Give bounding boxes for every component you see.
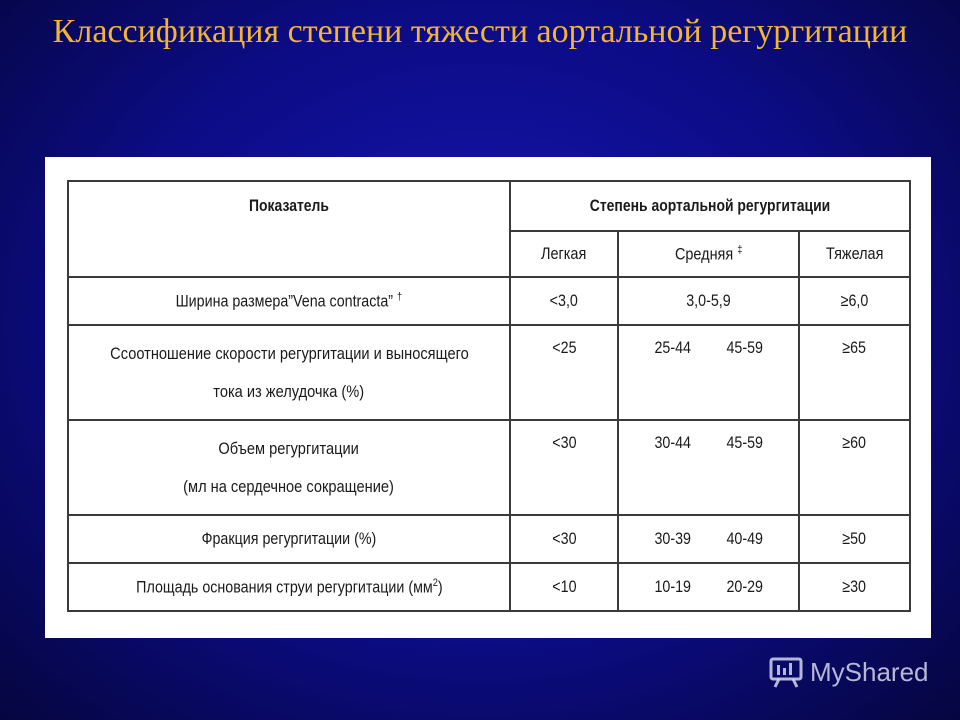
row-velocity-ratio-label: Ссоотношение скорости регургитации и выносящего тока из желудочка (%) [68,325,510,420]
row-jet-area-label: Площадь основания струи регургитации $(мм^2)$ [68,563,510,611]
table-header-row [68,181,910,231]
header-mild: Легкая [510,231,618,277]
row-volume-label: Объем регургитации (мл на сердечное сокращение) [68,420,510,515]
table-row [68,420,910,515]
row-fraction-moderate: 30-39 40-49 [618,515,799,563]
row-fraction-mild: <30 [510,515,618,563]
presentation-board-icon [768,656,804,688]
row-velocity-ratio-severe: ≥65 [799,325,910,420]
row-velocity-ratio-mild: <25 [510,325,618,420]
header-grade: Степень аортальной регургитации [546,181,874,231]
table-row [68,277,910,325]
table-row [68,515,910,563]
watermark-text: MyShared [810,656,929,687]
moderate-footnote-mark: ‡ [737,243,743,256]
row-jet-area-severe: ≥30 [799,563,910,611]
row-jet-area-moderate: 10-19 20-29 [618,563,799,611]
header-indicator: Показатель [108,181,470,277]
row-fraction-severe: ≥50 [799,515,910,563]
row-vena-contracta-moderate: 3,0-5,9 [618,277,799,325]
header-moderate: Средняя ‡ [618,231,799,277]
row-volume-moderate: 30-44 45-59 [618,420,799,515]
watermark [768,656,929,688]
row-volume-severe: ≥60 [799,420,910,515]
row-fraction-label: Фракция регургитации (%) [68,515,510,563]
slide-title: Классификация степени тяжести аортальной регургитации [52,13,908,50]
header-severe: Тяжелая [799,231,910,277]
row-vena-contracta-mild: <3,0 [510,277,618,325]
row-vena-contracta-severe: ≥6,0 [799,277,910,325]
table-row [68,563,910,611]
table-panel [45,157,931,638]
row-velocity-ratio-moderate: 25-44 45-59 [618,325,799,420]
row-jet-area-mild: <10 [510,563,618,611]
row-vena-contracta-label: Ширина размера”Vena contracta” † [68,277,510,325]
classification-table [67,180,911,612]
vena-footnote-mark: † [397,290,403,303]
row-volume-mild: <30 [510,420,618,515]
table-row [68,325,910,420]
